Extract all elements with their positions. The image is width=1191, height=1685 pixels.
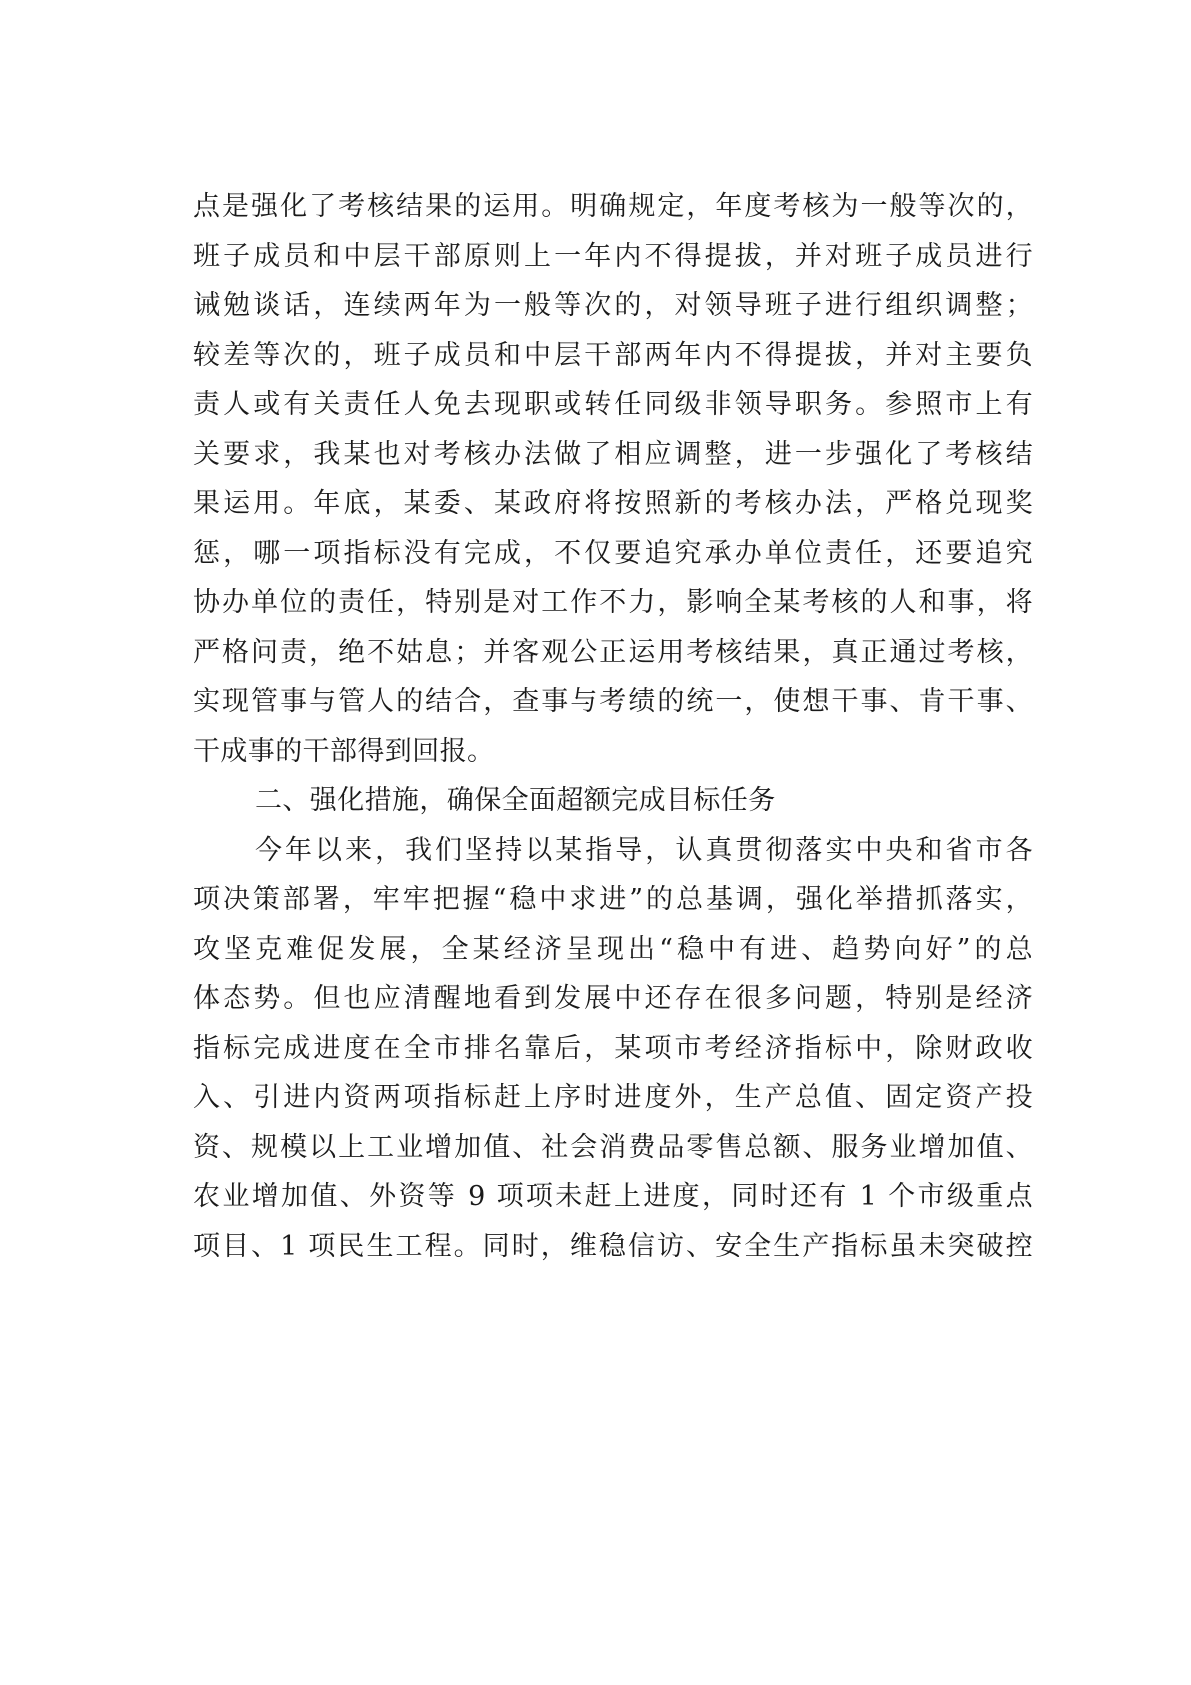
text-line: 较差等次的，班子成员和中层干部两年内不得提拔，并对主要负 xyxy=(193,339,1033,371)
text-line: 责人或有关责任人免去现职或转任同级非领导职务。参照市上有 xyxy=(193,389,1033,420)
text-line: 严格问责，绝不姑息；并客观公正运用考核结果，真正通过考核， xyxy=(193,636,1033,668)
text-line: 入、引进内资两项指标赶上序时进度外，生产总值、固定资产投 xyxy=(193,1082,1033,1113)
paragraph-2 xyxy=(193,826,1033,1272)
text-line: 果运用。年底，某委、某政府将按照新的考核办法，严格兑现奖 xyxy=(193,488,1033,519)
text-line: 班子成员和中层干部原则上一年内不得提拔，并对班子成员进行 xyxy=(193,240,1033,272)
text-line: 项目、1 项民生工程。同时，维稳信访、安全生产指标虽未突破控 xyxy=(193,1230,1033,1262)
text-line: 农业增加值、外资等 9 项项未赶上进度，同时还有 1 个市级重点 xyxy=(193,1181,1033,1212)
document-body xyxy=(193,182,1033,1271)
text-line: 资、规模以上工业增加值、社会消费品零售总额、服务业增加值、 xyxy=(193,1131,1033,1163)
text-line: 关要求，我某也对考核办法做了相应调整，进一步强化了考核结 xyxy=(193,438,1033,470)
text-line: 点是强化了考核结果的运用。明确规定，年度考核为一般等次的， xyxy=(193,191,1033,222)
text-line: 攻坚克难促发展，全某经济呈现出“稳中有进、趋势向好”的总 xyxy=(193,933,1033,965)
text-line: 项决策部署，牢牢把握“稳中求进”的总基调，强化举措抓落实， xyxy=(193,884,1033,915)
paragraph-1 xyxy=(193,182,1033,776)
text-line: 体态势。但也应清醒地看到发展中还存在很多问题，特别是经济 xyxy=(193,983,1033,1014)
text-line: 惩，哪一项指标没有完成，不仅要追究承办单位责任，还要追究 xyxy=(193,537,1033,569)
text-line: 协办单位的责任，特别是对工作不力，影响全某考核的人和事，将 xyxy=(193,587,1033,618)
section-heading: 二、强化措施，确保全面超额完成目标任务 xyxy=(255,785,776,816)
text-line: 诫勉谈话，连续两年为一般等次的，对领导班子进行组织调整； xyxy=(193,290,1033,321)
text-line: 实现管事与管人的结合，查事与考绩的统一，使想干事、肯干事、 xyxy=(193,686,1033,717)
text-line: 今年以来，我们坚持以某指导，认真贯彻落实中央和省市各 xyxy=(255,834,1033,866)
text-line: 指标完成进度在全市排名靠后，某项市考经济指标中，除财政收 xyxy=(193,1032,1033,1064)
text-line: 干成事的干部得到回报。 xyxy=(193,735,495,767)
